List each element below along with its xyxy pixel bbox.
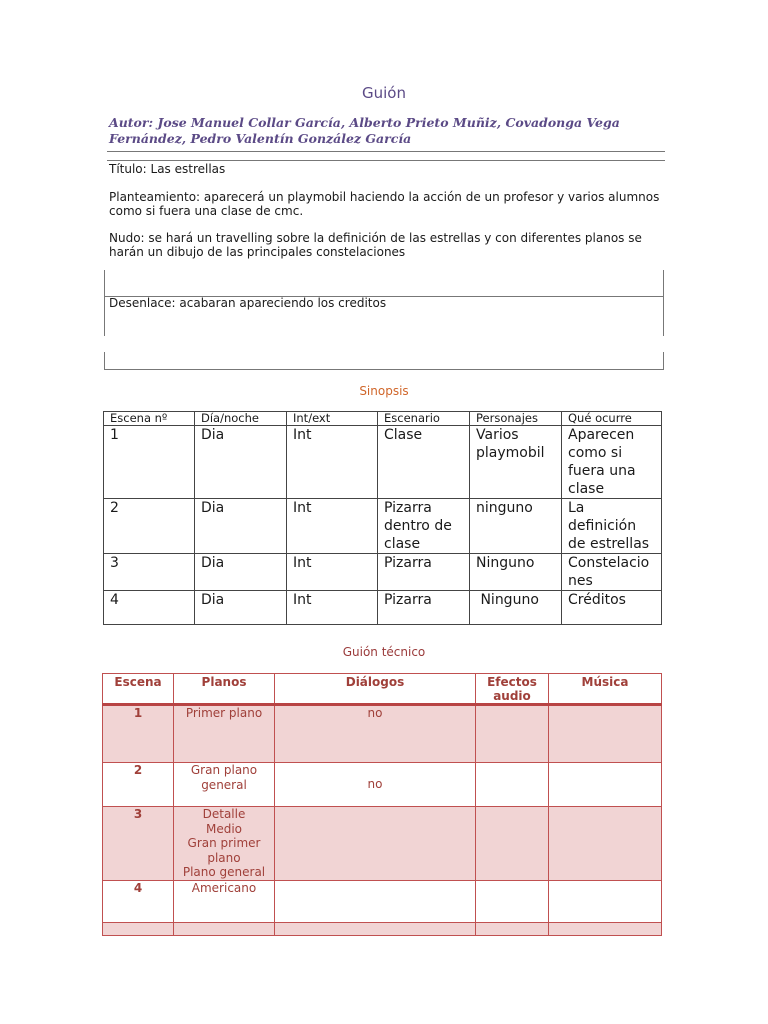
header-rule [107, 151, 665, 152]
table-cell [549, 922, 662, 935]
sinopsis-table [103, 411, 662, 625]
table-cell: no [275, 763, 476, 807]
table-cell: Dia [195, 426, 287, 499]
sinopsis-col-escenario: Escenario [378, 412, 470, 426]
table-cell: La definición de estrellas [562, 499, 662, 554]
table-cell: Aparecen como si fuera una clase [562, 426, 662, 499]
table-cell: ninguno [470, 499, 562, 554]
table-cell [476, 880, 549, 922]
table-cell: Ninguno [470, 554, 562, 591]
sinopsis-header-row [104, 412, 662, 426]
frame-right-line-bottom [663, 352, 664, 370]
table-cell [275, 807, 476, 881]
sinopsis-col-ocurre: Qué ocurre [562, 412, 662, 426]
table-cell: 2 [104, 499, 195, 554]
section-rule [107, 160, 665, 161]
table-cell: Varios playmobil [470, 426, 562, 499]
table-cell: Pizarra dentro de clase [378, 499, 470, 554]
sinopsis-col-dia: Día/noche [195, 412, 287, 426]
table-cell [476, 705, 549, 763]
table-row [104, 426, 662, 499]
table-cell [476, 922, 549, 935]
table-cell: 2 [103, 763, 174, 807]
table-row [104, 499, 662, 554]
table-row [104, 591, 662, 625]
table-cell: Dia [195, 591, 287, 625]
table-cell: Int [287, 426, 378, 499]
table-cell [103, 922, 174, 935]
sinopsis-col-escena: Escena nº [104, 412, 195, 426]
tecnico-table [102, 673, 662, 936]
tecnico-col-escena: Escena [103, 674, 174, 705]
tecnico-col-efectos: Efectos audio [476, 674, 549, 705]
table-cell: no [275, 705, 476, 763]
table-cell: Detalle Medio Gran primer plano Plano general [174, 807, 275, 881]
table-cell: 1 [104, 426, 195, 499]
table-cell [174, 922, 275, 935]
table-cell: 4 [103, 880, 174, 922]
table-row [103, 705, 662, 763]
titulo-text: Título: Las estrellas [109, 162, 226, 176]
table-cell: Dia [195, 554, 287, 591]
frame-left-line [104, 270, 105, 336]
table-row [103, 880, 662, 922]
table-cell: Americano [174, 880, 275, 922]
tecnico-col-dialogos: Diálogos [275, 674, 476, 705]
table-cell [549, 763, 662, 807]
table-cell [275, 880, 476, 922]
authors-line: Autor: Jose Manuel Collar García, Alberto Prieto Muñiz, Covadonga Vega Fernández, Pedro Valentín González García [109, 115, 620, 146]
table-row [103, 763, 662, 807]
table-cell: 3 [104, 554, 195, 591]
table-cell: Pizarra [378, 591, 470, 625]
table-cell: Constelaciones [562, 554, 662, 591]
table-cell: Créditos [562, 591, 662, 625]
table-cell [549, 880, 662, 922]
table-cell: Int [287, 499, 378, 554]
frame-left-line-bottom [104, 352, 105, 370]
planteamiento-text: Planteamiento: aparecerá un playmobil haciendo la acción de un profesor y varios alumnos como si fuera una clase de cmc. [109, 190, 660, 218]
table-row [103, 807, 662, 881]
table-cell: 4 [104, 591, 195, 625]
tecnico-col-musica: Música [549, 674, 662, 705]
table-cell: Primer plano [174, 705, 275, 763]
table-cell: Dia [195, 499, 287, 554]
table-cell [476, 763, 549, 807]
table-row [103, 922, 662, 935]
table-cell: Ninguno [470, 591, 562, 625]
tecnico-heading: Guión técnico [342, 645, 426, 659]
table-cell: Int [287, 554, 378, 591]
table-cell: Int [287, 591, 378, 625]
sinopsis-col-int: Int/ext [287, 412, 378, 426]
table-row [104, 554, 662, 591]
table-cell: 1 [103, 705, 174, 763]
table-cell [549, 807, 662, 881]
table-cell [549, 705, 662, 763]
frame-bottom-rule [104, 369, 664, 370]
document-title: Guión [362, 84, 406, 102]
table-cell [476, 807, 549, 881]
sinopsis-col-personajes: Personajes [470, 412, 562, 426]
table-cell: 3 [103, 807, 174, 881]
sinopsis-heading: Sinopsis [359, 384, 409, 398]
table-cell: Pizarra [378, 554, 470, 591]
tecnico-header-row [103, 674, 662, 705]
desenlace-text: Desenlace: acabaran apareciendo los creditos [109, 296, 387, 310]
table-cell: Clase [378, 426, 470, 499]
table-cell: Gran plano general [174, 763, 275, 807]
nudo-text: Nudo: se hará un travelling sobre la definición de las estrellas y con diferentes planos se harán un dibujo de las principales constelaciones [109, 231, 642, 259]
table-cell [275, 922, 476, 935]
tecnico-col-planos: Planos [174, 674, 275, 705]
